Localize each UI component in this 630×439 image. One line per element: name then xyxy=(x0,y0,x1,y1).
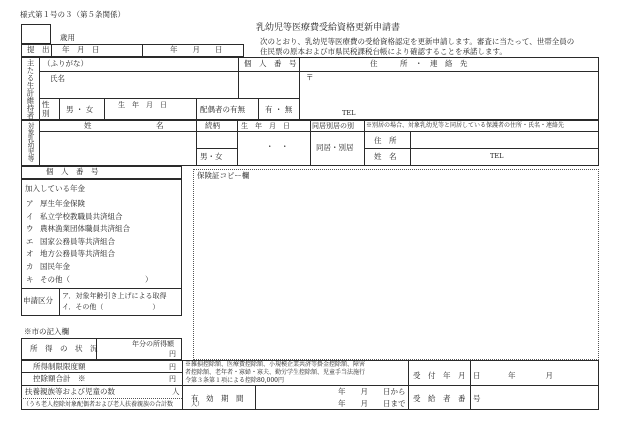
child-cohabit-options[interactable]: 同居・別居 xyxy=(316,143,354,152)
city-section-header: ※市の記入欄 xyxy=(24,327,69,336)
applicant-tel-label: TEL xyxy=(342,109,356,117)
address-contact-label: 住 所 ・ 連 絡 先 xyxy=(370,59,468,68)
submission-date-1[interactable]: 年 月 日 xyxy=(62,45,100,54)
child-birth-date-header: 生 年 月 日 xyxy=(241,122,290,130)
intro-line-1: 次のとおり、乳幼児等医療費の受給資格認定を更新申請します。審査に当たって、世帯全員の xyxy=(260,37,575,46)
spouse-options[interactable]: 有 ・ 無 xyxy=(265,105,293,114)
applicant-vertical-label: 主たる生計維持者 xyxy=(26,59,35,119)
form-number: 様式第１号の３（第５条関係） xyxy=(20,10,125,19)
guardian-address-label: 住 所 xyxy=(374,136,397,145)
pension-item-i[interactable]: イ 私立学校教職員共済組合 xyxy=(26,211,123,221)
pension-item-a[interactable]: ア 厚生年金保険 xyxy=(26,199,85,208)
valid-from[interactable]: 年 月 日から xyxy=(338,387,406,396)
child-sex-options[interactable]: 男・女 xyxy=(200,152,223,161)
applicant-name-label: 氏名 xyxy=(50,74,65,83)
cohabit-header: 同居別居の別 xyxy=(312,122,354,130)
income-amount-label[interactable]: 年分の所得額 xyxy=(132,340,174,348)
applicant-furigana: （ふりがな） xyxy=(43,59,88,68)
income-status-label: 所 得 の 状 況 xyxy=(30,344,98,353)
pension-list xyxy=(26,198,180,286)
child-name-field[interactable] xyxy=(41,133,194,164)
dependents-unit[interactable]: 人 xyxy=(172,387,180,396)
dependents-note: （うち老人控除対象配偶者および老人扶養親族の合計数 人） xyxy=(23,401,204,408)
valid-to[interactable]: 年 月 日まで xyxy=(338,399,406,408)
applicant-name-field[interactable] xyxy=(80,73,235,95)
recipient-number-field[interactable] xyxy=(472,387,597,408)
child-birth-date-dots[interactable]: ・ ・ xyxy=(266,142,289,151)
recipient-number-label: 受 給 者 番 号 xyxy=(413,394,481,403)
child-given-name-header: 名 xyxy=(156,121,164,130)
pension-item-ka[interactable]: カ 国民年金 xyxy=(26,261,70,271)
pension-item-u[interactable]: ウ 農林漁業団体職員共済組合 xyxy=(26,224,130,234)
child-surname-header: 姓 xyxy=(84,121,92,130)
applicant-address-field[interactable] xyxy=(302,73,596,105)
category-option-a[interactable]: ア．対象年齢引き上げによる取得 xyxy=(62,292,167,300)
deduction-note-2: 者控除額、老年者・寡婦・寡夫、勤労学生控除額、児童手当法施行 xyxy=(185,369,366,376)
pension-item-e[interactable]: エ 国家公務員等共済組合 xyxy=(26,236,115,246)
valid-period-label: 有 効 期 間 xyxy=(191,394,244,403)
separate-note: ※別居の場合、対象乳幼児等と同居している保護者の住所・氏名・連絡先 xyxy=(366,122,565,129)
postal-mark: 〒 xyxy=(306,73,314,82)
pension-item-o[interactable]: オ 地方公務員等共済組合 xyxy=(26,249,115,259)
deduction-note-1: ※雑損控除額、医療費控除額、小規模企業共済等掛金控除額、障害 xyxy=(185,361,366,368)
dependents-label: 扶養親族等および児童の数 xyxy=(25,387,115,396)
insurance-copy-area[interactable] xyxy=(193,169,599,360)
guardian-tel-label: TEL xyxy=(490,152,504,160)
category-label: 申請区分 xyxy=(23,296,53,305)
guardian-address-field[interactable] xyxy=(412,133,597,147)
age-suffix: 歳用 xyxy=(60,33,75,42)
insurance-copy-label: 保険証コピー欄 xyxy=(197,171,250,180)
child-personal-number-label: 個 人 番 号 xyxy=(46,167,99,176)
form-title: 乳幼児等医療費受給資格更新申請書 xyxy=(256,23,401,33)
guardian-name-field[interactable] xyxy=(412,150,487,164)
submission-date-2[interactable]: 年 月 日 xyxy=(170,45,223,54)
receipt-date-value[interactable]: 年 月 xyxy=(508,371,553,380)
submission-label: 提 出 xyxy=(27,45,50,54)
child-relation-header: 続柄 xyxy=(205,121,220,130)
applicant-sex-options[interactable]: 男 ・ 女 xyxy=(66,105,94,114)
child-vertical-label: 対象乳幼児等 xyxy=(26,122,34,162)
spouse-label: 配偶者の有無 xyxy=(200,105,245,114)
age-box[interactable] xyxy=(21,24,51,44)
applicant-personal-number-field[interactable] xyxy=(240,73,297,97)
guardian-name-label: 姓 名 xyxy=(374,152,397,161)
receipt-date-label: 受 付 年 月 日 xyxy=(413,371,481,380)
pension-header: 加入している年金 xyxy=(25,184,85,193)
applicant-personal-number-label: 個 人 番 号 xyxy=(244,59,297,68)
intro-line-2: 住民票の原本および市県民税課税台帳により確認することを承諾します。 xyxy=(260,47,507,56)
deduction-note-3: 令第３条第１項による控除80,000円 xyxy=(185,377,284,384)
income-limit-label: 所得制限限度額 xyxy=(33,362,86,371)
pension-item-ki[interactable]: キ その他（ ） xyxy=(26,274,153,284)
income-yen: 円 xyxy=(169,350,176,358)
applicant-sex-label: 性別 xyxy=(42,100,50,118)
income-limit-yen: 円 xyxy=(169,363,176,371)
category-option-b[interactable]: イ．その他（ ） xyxy=(62,303,160,311)
deduction-total-yen: 円 xyxy=(169,375,176,383)
deduction-total-label: 控除額合計 ※ xyxy=(33,374,86,383)
applicant-birth-date[interactable]: 生 年 月 日 xyxy=(118,101,167,109)
